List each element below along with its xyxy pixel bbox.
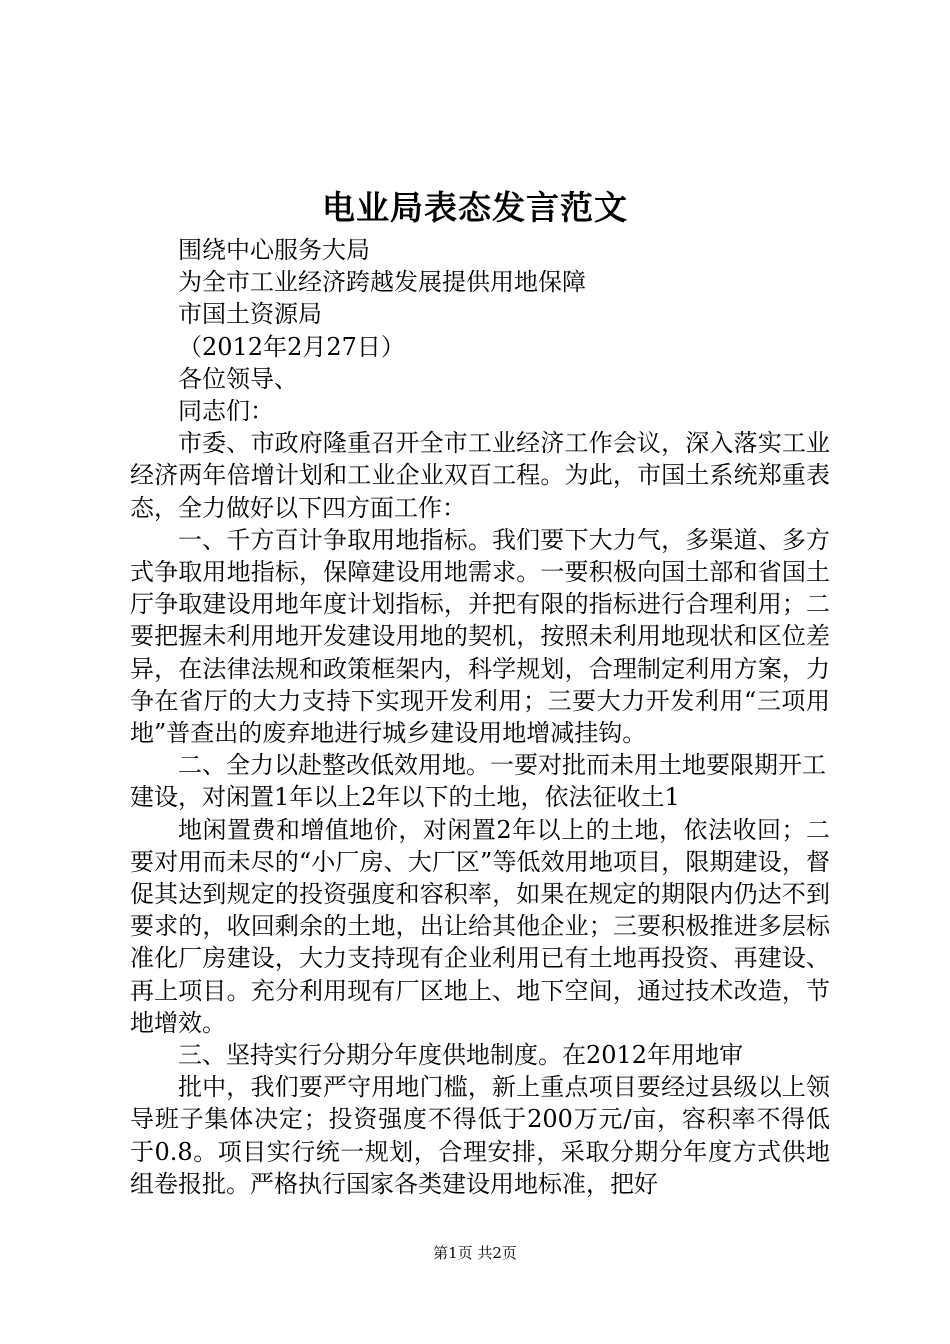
body-paragraph: 批中，我们要严守用地门槛，新上重点项目要经过县级以上领导班子集体决定；投资强度不得低于200万元/亩，容积率不得低于0.8。项目实行统一规划，合理安排，采取分期分年度方式供地组卷报批。严格执行国家各类建设用地标准，把好	[130, 1073, 830, 1198]
author-line: 市国土资源局	[178, 300, 322, 329]
body-paragraph: 地闲置费和增值地价，对闲置2年以上的土地，依法收回；二要对用而未尽的“小厂房、大厂区”等低效用地项目，限期建设，督促其达到规定的投资强度和容积率，如果在规定的期限内仍达不到要求的，收回剩余的土地，出让给其他企业；三要积极推进多层标准化厂房建设，大力支持现有企业利用已有土地再投资、再建设、再上项目。充分利用现有厂区地上、地下空间，通过技术改造，节地增效。	[130, 815, 830, 1037]
document-title: 电业局表态发言范文	[322, 188, 628, 227]
salutation-line: 各位领导、	[178, 364, 298, 393]
body-paragraph: 三、坚持实行分期分年度供地制度。在2012年用地审	[178, 1041, 744, 1070]
heading-line: 为全市工业经济跨越发展提供用地保障	[178, 268, 586, 297]
document-body	[130, 234, 830, 1200]
body-paragraph: 二、全力以赴整改低效用地。一要对批而未用土地要限期开工建设，对闲置1年以上2年以下的土地，依法征收土1	[130, 751, 826, 812]
body-paragraph: 市委、市政府隆重召开全市工业经济工作会议，深入落实工业经济两年倍增计划和工业企业双百工程。为此，市国土系统郑重表态，全力做好以下四方面工作：	[130, 429, 830, 522]
date-line: （2012年2月27日）	[178, 332, 405, 361]
salutation-line: 同志们：	[178, 397, 274, 426]
body-paragraph: 一、千方百计争取用地指标。我们要下大力气，多渠道、多方式争取用地指标，保障建设用地需求。一要积极向国土部和省国土厅争取建设用地年度计划指标，并把有限的指标进行合理利用；二要把握未利用地开发建设用地的契机，按照未利用地现状和区位差异，在法律法规和政策框架内，科学规划，合理制定利用方案，力争在省厅的大力支持下实现开发利用；三要大力开发利用“三项用地”普查出的废弃地进行城乡建设用地增减挂钩。	[130, 525, 830, 748]
heading-line: 围绕中心服务大局	[178, 236, 370, 264]
page-footer: 第1页 共2页	[433, 1244, 517, 1262]
